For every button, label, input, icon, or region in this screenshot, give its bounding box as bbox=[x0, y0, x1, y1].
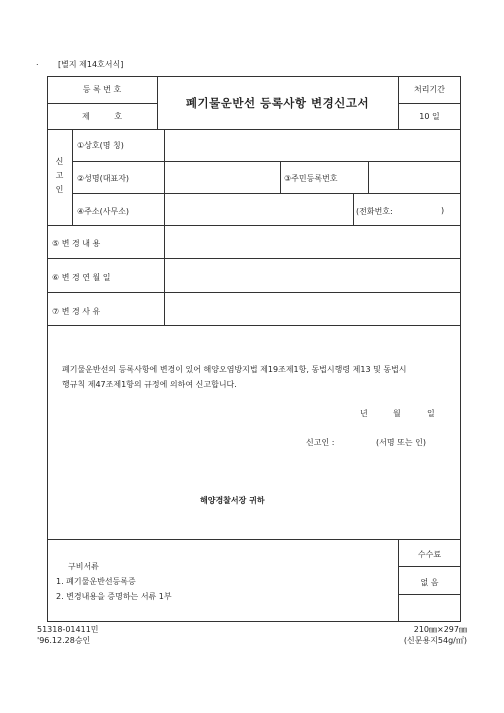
change-reason-field[interactable] bbox=[165, 293, 460, 324]
declaration-line-1: 폐기물운반선의 등록사항에 변경이 있어 해양오염방지법 제19조제1항, 동법시행령 제13 및 동법시 bbox=[62, 365, 407, 374]
resident-number-field[interactable] bbox=[369, 162, 460, 192]
applicant-signer-label: 신고인 : bbox=[306, 438, 335, 447]
required-document-1: 1. 폐기물운반선등록증 bbox=[56, 577, 136, 586]
form-code: 51318-01411민 bbox=[37, 625, 99, 634]
form-number: [별지 제14호서식] bbox=[58, 60, 124, 69]
phone-close-paren: ) bbox=[441, 206, 445, 215]
business-name-label: ①상호(명 칭) bbox=[77, 141, 124, 150]
applicant-side-label: 신 고 인 bbox=[55, 157, 64, 194]
processing-period-value: 10 일 bbox=[419, 112, 440, 121]
declaration-line-2: 행규칙 제47조제1항의 규정에 의하여 신고합니다. bbox=[62, 380, 237, 389]
year-label: 년 bbox=[360, 409, 368, 418]
margin-dot: . bbox=[36, 58, 39, 67]
document-title: 폐기물운반선 등록사항 변경신고서 bbox=[185, 96, 370, 110]
paper-type: (신문용지54g/㎡) bbox=[403, 636, 467, 645]
address-label: ④주소(사무소) bbox=[77, 207, 130, 216]
registration-number-label: 등 록 번 호 bbox=[82, 85, 122, 94]
representative-name-field[interactable] bbox=[165, 162, 279, 192]
change-content-label: ⑤ 변 경 내 용 bbox=[52, 239, 101, 248]
fee-label: 수수료 bbox=[417, 550, 442, 559]
address-field[interactable] bbox=[165, 194, 352, 224]
processing-period-label: 처리기간 bbox=[414, 85, 445, 94]
business-name-field[interactable] bbox=[165, 130, 460, 160]
phone-label: (전화번호: bbox=[356, 207, 393, 216]
change-reason-label: ⑦ 변 경 사 유 bbox=[52, 307, 101, 316]
required-document-2: 2. 변경내용을 증명하는 서류 1부 bbox=[56, 592, 172, 601]
day-label: 일 bbox=[427, 409, 435, 418]
paper-size: 210㎜×297㎜ bbox=[413, 625, 467, 634]
month-label: 월 bbox=[393, 409, 401, 418]
receipt-number-label: 제 호 bbox=[82, 112, 122, 121]
approval-date: '96.12.28승인 bbox=[37, 636, 91, 645]
change-date-field[interactable] bbox=[165, 259, 460, 291]
fee-value: 없 음 bbox=[420, 578, 439, 587]
resident-number-label: ③주민등록번호 bbox=[284, 174, 338, 183]
required-documents-heading: 구비서류 bbox=[68, 562, 99, 571]
signature-note: (서명 또는 인) bbox=[376, 438, 426, 447]
representative-name-label: ②성명(대표자) bbox=[77, 174, 130, 183]
change-content-field[interactable] bbox=[165, 226, 460, 257]
recipient: 해양경찰서장 귀하 bbox=[200, 496, 265, 505]
change-date-label: ⑥ 변 경 연 월 일 bbox=[52, 273, 111, 282]
